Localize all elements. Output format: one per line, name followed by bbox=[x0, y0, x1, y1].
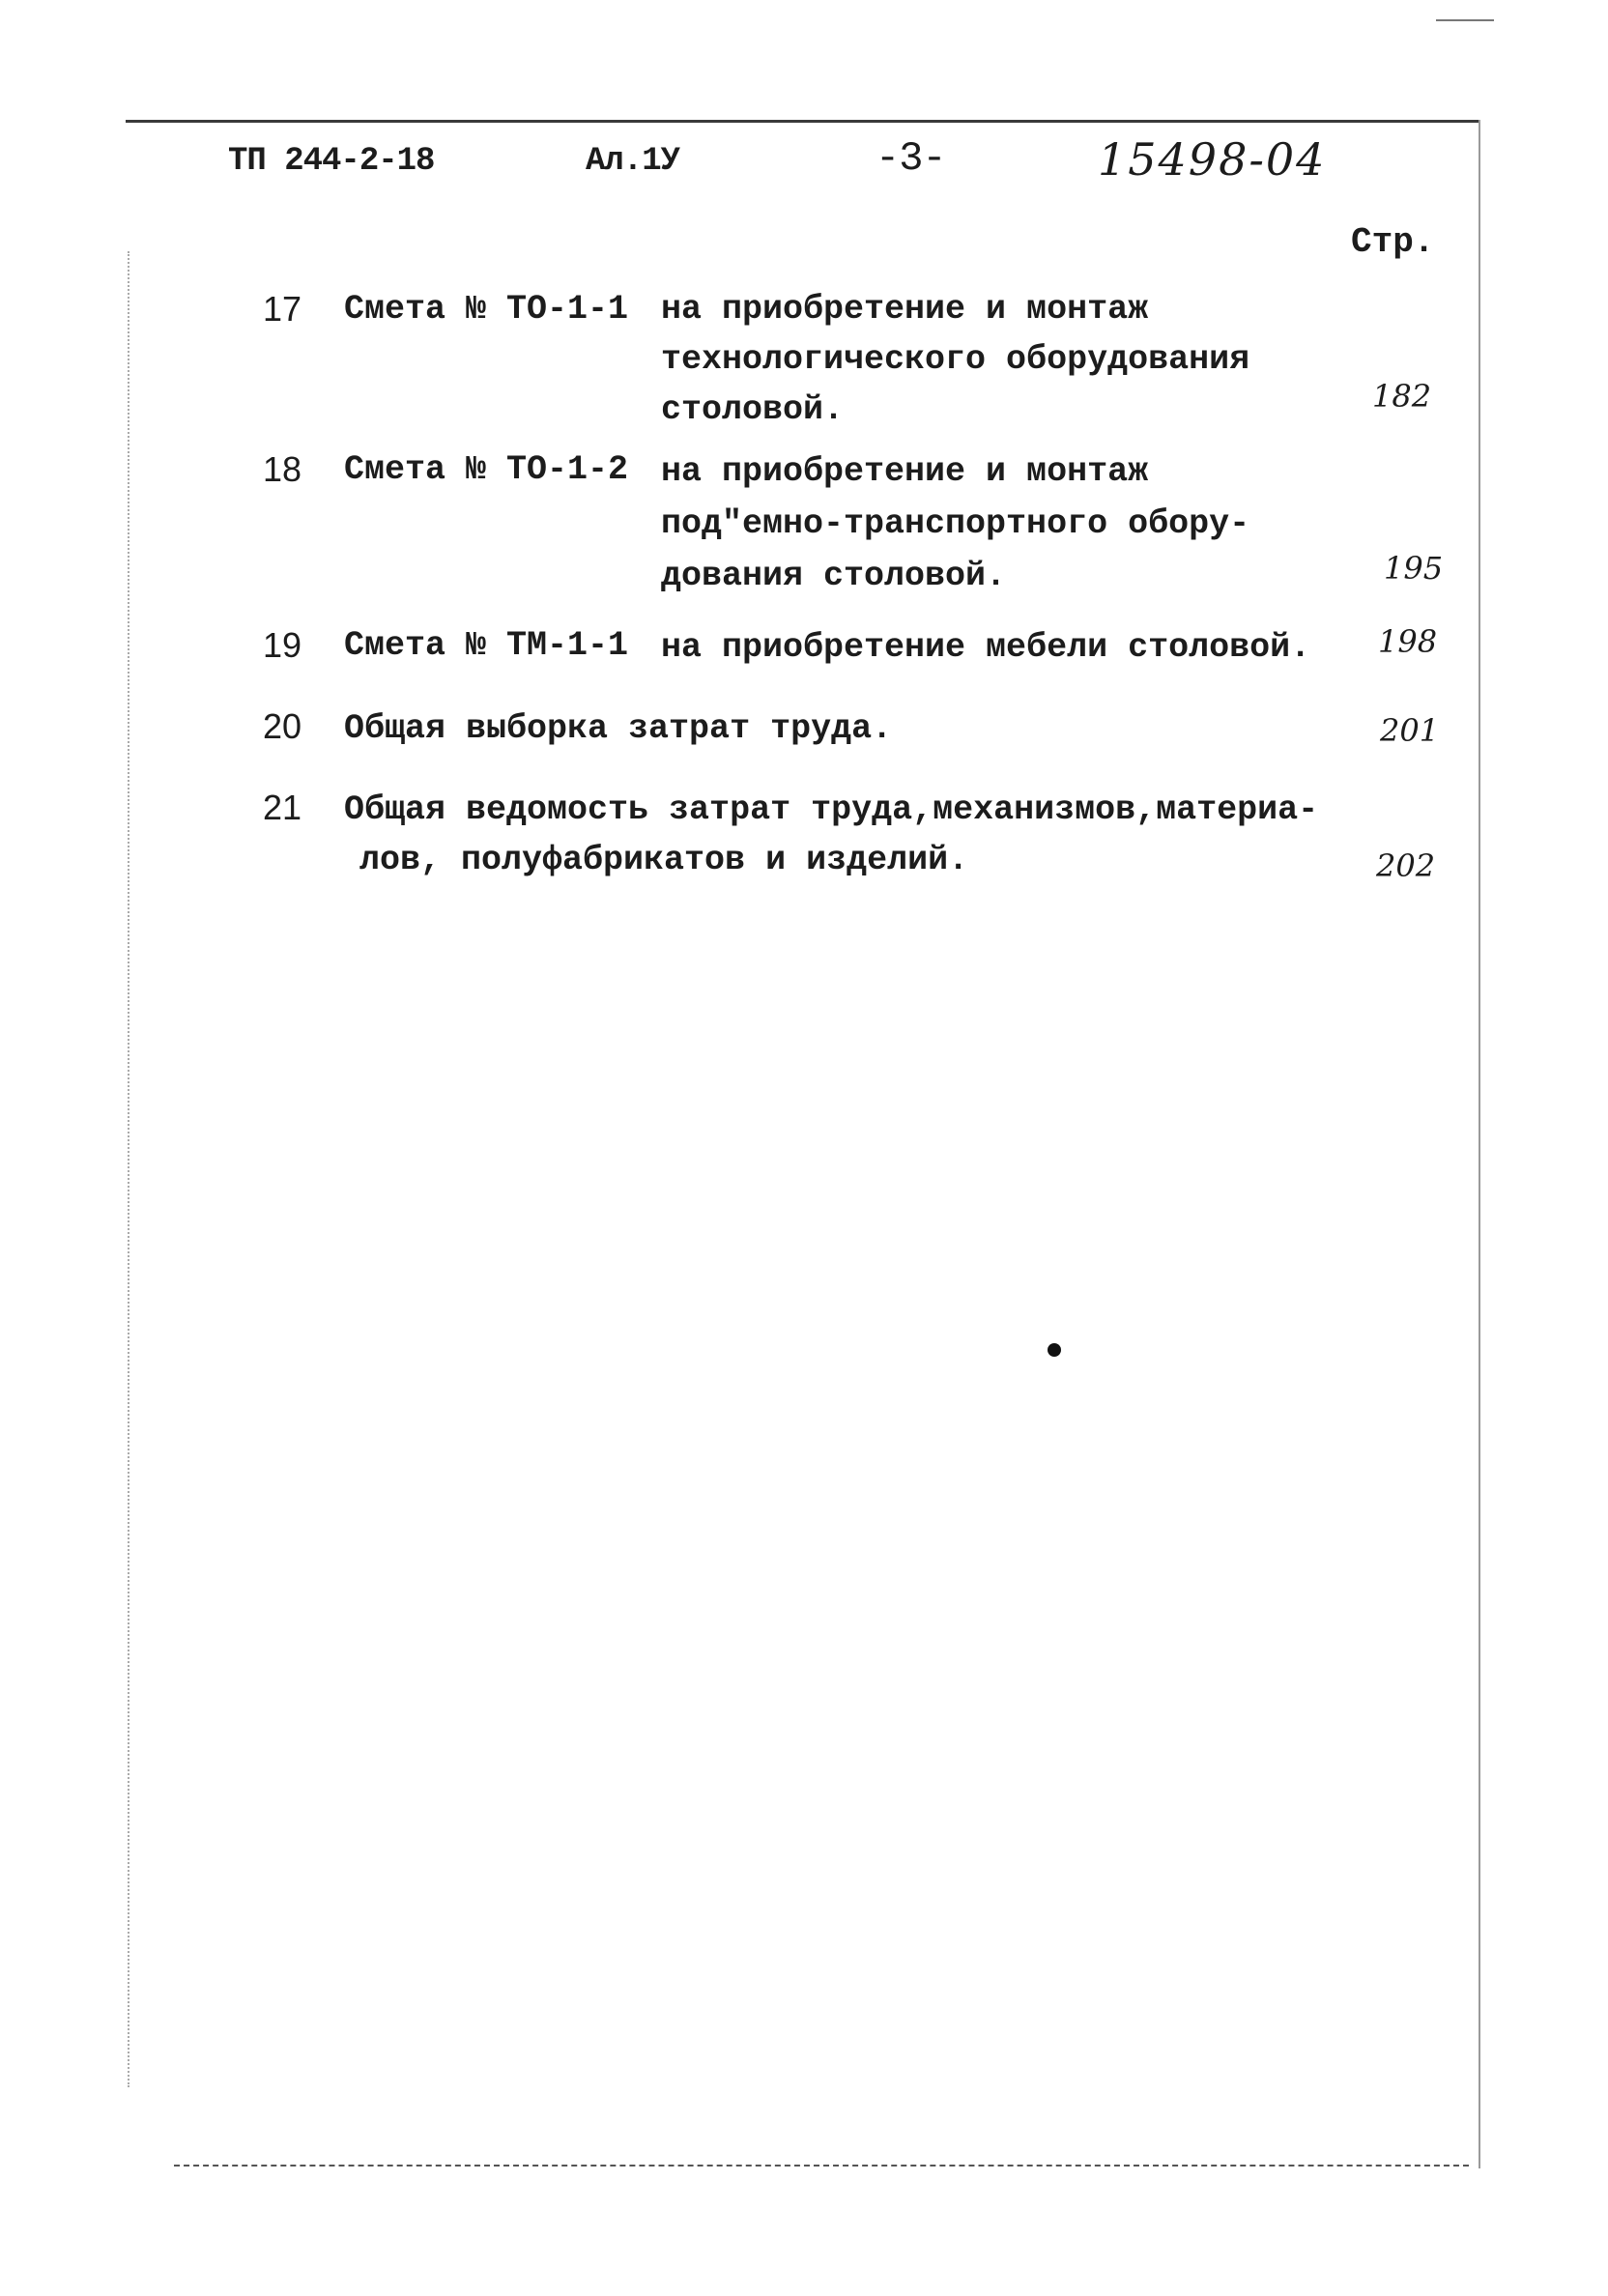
page-number: -3- bbox=[876, 135, 946, 182]
entry-line: Общая выборка затрат труда. bbox=[344, 709, 893, 748]
project-code: ТП 244-2-18 bbox=[228, 143, 435, 180]
binding-margin-dots bbox=[128, 251, 129, 2087]
corner-mark bbox=[1436, 19, 1494, 21]
entry-label: Смета № ТМ-1-1 bbox=[344, 626, 629, 665]
entry-number: 19 bbox=[263, 625, 302, 665]
frame-top-line bbox=[126, 120, 1480, 123]
page-column-title: Стр. bbox=[1351, 222, 1435, 262]
entry-line: дования столовой. bbox=[661, 557, 1007, 595]
entry-line: технологического оборудования bbox=[661, 340, 1250, 379]
frame-bottom-line bbox=[174, 2165, 1469, 2167]
entry-line: на приобретение и монтаж bbox=[661, 290, 1149, 329]
entry-line: Общая ведомость затрат труда,механизмов,материа- bbox=[344, 790, 1319, 829]
frame-right-line bbox=[1479, 120, 1480, 2168]
entry-label: Смета № ТО-1-1 bbox=[344, 290, 629, 329]
ink-spot bbox=[1048, 1343, 1061, 1357]
entry-number: 18 bbox=[263, 449, 302, 489]
document-number: 15498-04 bbox=[1098, 133, 1327, 186]
entry-page: 182 bbox=[1372, 378, 1432, 415]
album-number: Ал.1У bbox=[586, 143, 680, 180]
entry-page: 195 bbox=[1384, 550, 1444, 587]
entry-line: на приобретение мебели столовой. bbox=[661, 628, 1311, 667]
entry-line: на приобретение и монтаж bbox=[661, 452, 1149, 491]
entry-number: 21 bbox=[263, 788, 302, 827]
entry-page: 198 bbox=[1378, 623, 1438, 660]
entry-line: под"емно-транспортного обору- bbox=[661, 504, 1250, 543]
entry-line: столовой. bbox=[661, 390, 845, 429]
entry-number: 17 bbox=[263, 289, 302, 329]
entry-number: 20 bbox=[263, 706, 302, 746]
entry-page: 202 bbox=[1376, 847, 1436, 884]
entry-label: Смета № ТО-1-2 bbox=[344, 450, 629, 489]
entry-line: лов, полуфабрикатов и изделий. bbox=[359, 841, 969, 879]
entry-page: 201 bbox=[1380, 712, 1440, 749]
